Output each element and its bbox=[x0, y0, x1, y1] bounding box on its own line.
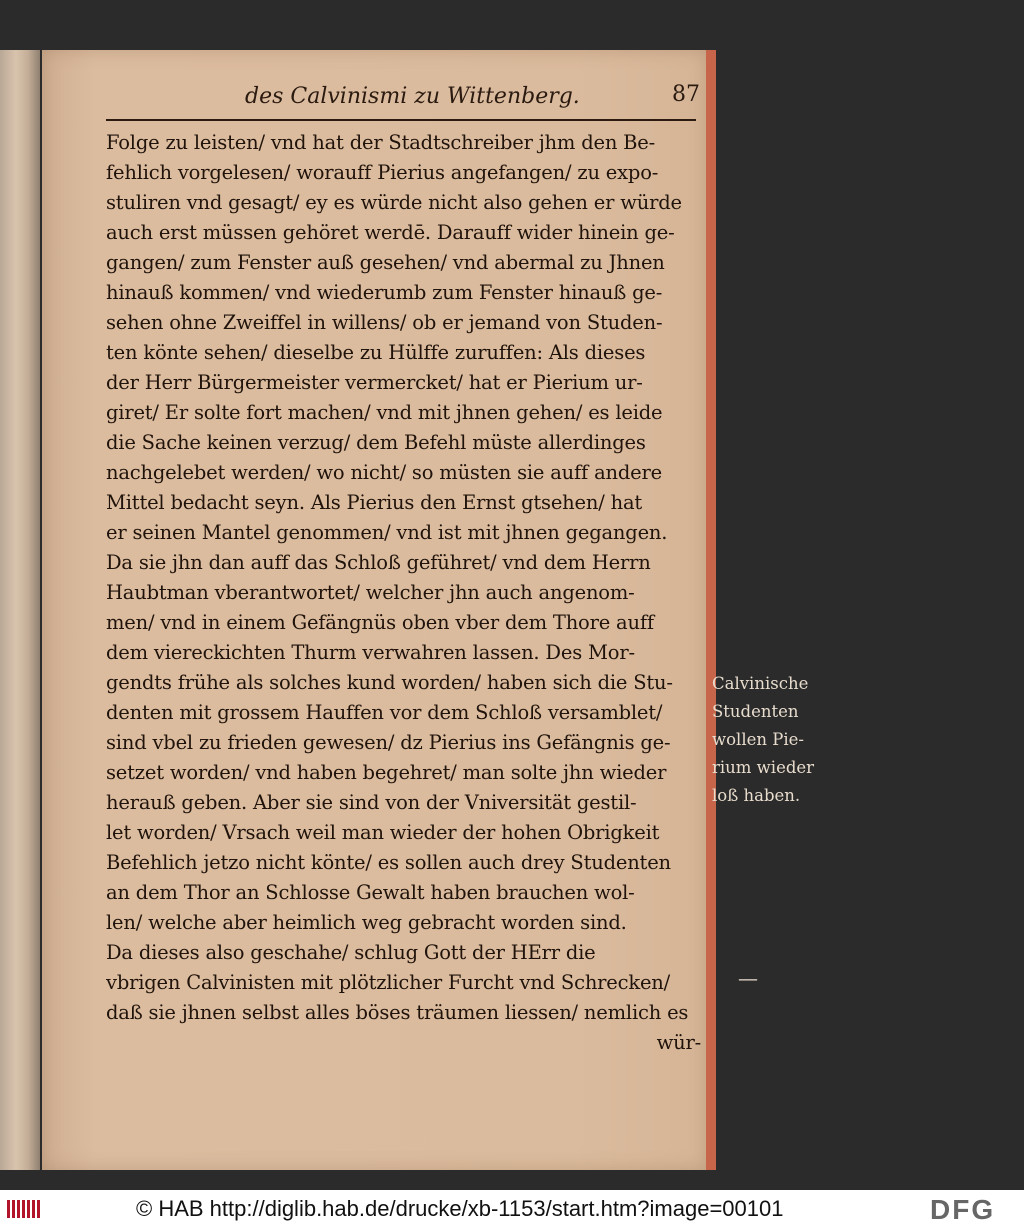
text-line: vbrigen Calvinisten mit plötzlicher Furcht vnd Schrecken/ bbox=[106, 971, 671, 994]
text-line: dem viereckichten Thurm verwahren lassen. Des Mor- bbox=[106, 641, 635, 664]
text-line: die Sache keinen verzug/ dem Befehl müste allerdinges bbox=[106, 431, 646, 454]
text-line: an dem Thor an Schlosse Gewalt haben brauchen wol- bbox=[106, 881, 635, 904]
marginal-note-line: rium wieder bbox=[712, 758, 815, 777]
header-rule bbox=[106, 119, 696, 121]
text-line: ten könte sehen/ dieselbe zu Hülffe zuruffen: Als dieses bbox=[106, 341, 646, 364]
text-line: Befehlich jetzo nicht könte/ es sollen auch drey Studenten bbox=[106, 851, 671, 874]
marginal-dash: — bbox=[738, 966, 758, 990]
text-line: Mittel bedacht seyn. Als Pierius den Ernst gtsehen/ hat bbox=[106, 491, 643, 514]
text-line: daß sie jhnen selbst alles böses träumen liessen/ nemlich es bbox=[106, 1001, 689, 1024]
running-head: des Calvinismi zu Wittenberg. bbox=[245, 84, 580, 109]
text-line: gangen/ zum Fenster auß gesehen/ vnd abermal zu Jhnen bbox=[106, 251, 665, 274]
margin-background bbox=[716, 50, 866, 1170]
text-line: Da sie jhn dan auff das Schloß geführet/ vnd dem Herrn bbox=[106, 551, 651, 574]
text-line: herauß geben. Aber sie sind von der Vniversität gestil- bbox=[106, 791, 637, 814]
text-line: Folge zu leisten/ vnd hat der Stadtschreiber jhm den Be- bbox=[106, 131, 656, 154]
text-line: fehlich vorgelesen/ worauff Pierius angefangen/ zu expo- bbox=[106, 161, 659, 184]
text-line: Da dieses also geschahe/ schlug Gott der HErr die bbox=[106, 941, 596, 964]
text-line: len/ welche aber heimlich weg gebracht worden sind. bbox=[106, 911, 627, 934]
text-line: Haubtman vberantwortet/ welcher jhn auch angenom- bbox=[106, 581, 635, 604]
body-text bbox=[106, 128, 701, 1058]
library-logo-icon bbox=[4, 1196, 42, 1222]
page-number: 87 bbox=[672, 82, 700, 107]
text-line: sind vbel zu frieden gewesen/ dz Pierius ins Gefängnis ge- bbox=[106, 731, 671, 754]
marginal-note-line: wollen Pie- bbox=[712, 730, 804, 749]
text-line: sehen ohne Zweiffel in willens/ ob er jemand von Studen- bbox=[106, 311, 663, 334]
text-line: denten mit grossem Hauffen vor dem Schloß versamblet/ bbox=[106, 701, 663, 724]
marginal-note-line: Calvinische bbox=[712, 674, 809, 693]
text-line: setzet worden/ vnd haben begehret/ man solte jhn wieder bbox=[106, 761, 667, 784]
text-line: er seinen Mantel genommen/ vnd ist mit jhnen gegangen. bbox=[106, 521, 668, 544]
page-edge bbox=[706, 50, 716, 1170]
text-line: der Herr Bürgermeister vermercket/ hat er Pierium ur- bbox=[106, 371, 643, 394]
footer-bar bbox=[0, 1190, 1024, 1229]
text-line: gendts frühe als solches kund worden/ haben sich die Stu- bbox=[106, 671, 673, 694]
marginal-note-line: Studenten bbox=[712, 702, 799, 721]
text-line: men/ vnd in einem Gefängnüs oben vber dem Thore auff bbox=[106, 611, 654, 634]
copyright-link[interactable]: © HAB http://diglib.hab.de/drucke/xb-1153/start.htm?image=00101 bbox=[136, 1196, 784, 1221]
text-line: nachgelebet werden/ wo nicht/ so müsten sie auff andere bbox=[106, 461, 662, 484]
marginal-note-line: loß haben. bbox=[712, 786, 801, 805]
previous-leaves-edge bbox=[0, 50, 40, 1170]
text-line: wür- bbox=[656, 1031, 701, 1054]
marginal-note bbox=[712, 670, 822, 810]
dfg-logo: DFG bbox=[930, 1194, 996, 1225]
text-line: giret/ Er solte fort machen/ vnd mit jhnen gehen/ es leide bbox=[106, 401, 663, 424]
text-line: hinauß kommen/ vnd wiederumb zum Fenster hinauß ge- bbox=[106, 281, 663, 304]
text-line: stuliren vnd gesagt/ ey es würde nicht also gehen er würde bbox=[106, 191, 682, 214]
text-line: let worden/ Vrsach weil man wieder der hohen Obrigkeit bbox=[106, 821, 660, 844]
text-line: auch erst müssen gehöret werdē. Darauff wider hinein ge- bbox=[106, 221, 675, 244]
